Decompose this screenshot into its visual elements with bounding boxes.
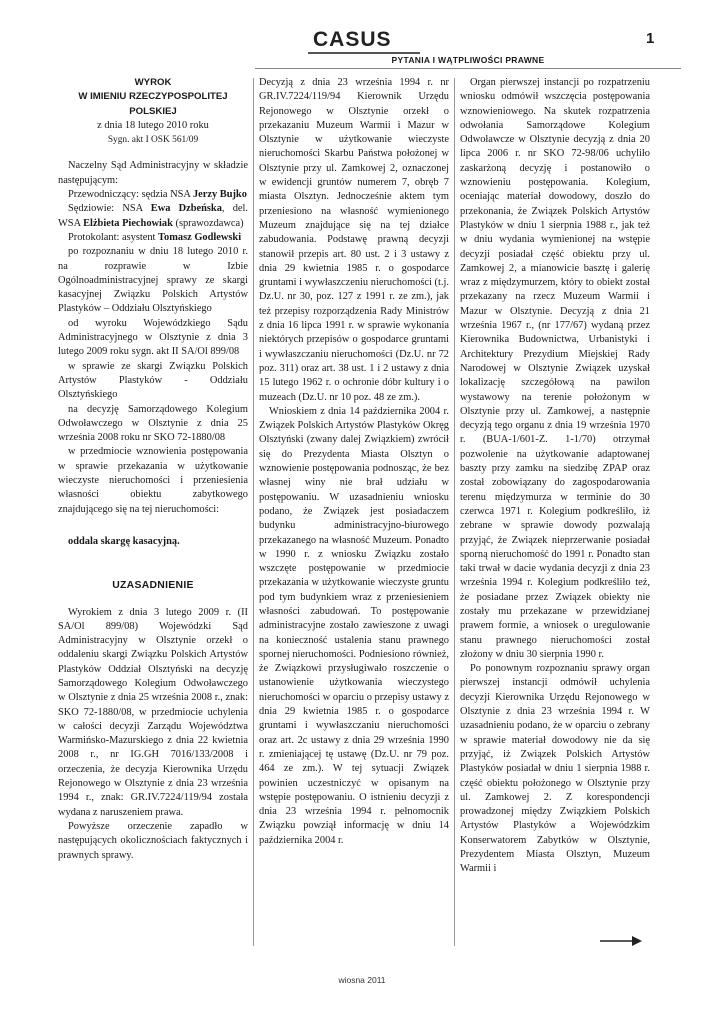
judge-name: Elżbieta Piechowiak [83, 217, 173, 229]
paragraph: Po ponownym rozpoznaniu sprawy organ pierwszej instancji odmówił uchylenia decyzji Kierownika Urzędu Rejonowego w Olsztynie z dnia 23 września 1994 r. W uzasadnieniu podano, że w oparciu o zebrany w sprawie materiał dowodowy nie da się przyjąć, iż Związek Polskich Artystów Plastyków posiadał w dniu 1 sierpnia 1988 r. część obiektu położonego w Olsztynie przy ul. Zamkowej 2. Z korespondencji prowadzonej między Związkiem Polskich Artystów Plastyków a Wojewódzkim Konserwatorem Zabytków w Olsztynie, Prezydentem Miasta Olsztyn, Muzeum Warmii i [460, 663, 650, 875]
court-composition: Naczelny Sąd Administracyjny w składzie następującym: [58, 160, 248, 186]
presiding-judge-name: Jerzy Bujko [192, 189, 247, 201]
paragraph: Wnioskiem z dnia 14 października 2004 r. Związek Polskich Artystów Plastyków Okręg Olsztyński (zwany dalej Związkiem) zwrócił się do Prezydenta Miasta Olsztyn o wznowienie postępowania podnosząc, że bez własnej winy nie brał udziału w postępowaniu. W uzasadnieniu wniosku podano, że Związek jest posiadaczem budynku administracyjno-biurowego przekazanego na własność Muzeum. Ponadto w 1990 r. z wniosku Związku zostało wszczęte postępowanie w przedmiocie przekazania w użytkowanie wieczyste gruntu pod tym budynkiem wraz z przeniesieniem własności zabudowań. To postępowanie administracyjne zostało zawieszone z uwagi na konieczność ustalenia stanu prawnego spornej nieruchomości. Podniesiono również, że Związkowi przysługiwało roszczenie o ustanowienie użytkowania wieczystego nieruchomości w oparciu o przepisy ustawy z dnia 29 kwietnia 1985 r. o gospodarce gruntami i wywłaszczaniu nieruchomości oraz art. 2c ustawy z dnia 29 września 1990 r. zmieniającej tę ustawę (Dz.U. nr 79 poz. 464 ze zm.). W tej sytuacji Związek powinien uczestniczyć w opisanym na wstępie postępowaniu. O istnieniu decyzji z dnia 23 września 1994 r. pełnomocnik Związku powziął informację w dniu 14 października 2004 r. [259, 405, 449, 846]
paragraph: Decyzją z dnia 23 września 1994 r. nr GR.IV.7224/119/94 Kierownik Urzędu Rejonowego w Olsztynie orzekł o przekazaniu Muzeum Warmii i Mazur w Olsztynie w użytkowanie wieczyste nieruchomości Skarbu Państwa położonej w Olsztynie przy ul. Zamkowej 2, oznaczonej w ewidencji gruntów numerem 7, obręb 7 miasta Olsztyn. Jednocześnie aktem tym przeniesiono na własność wymienionego Muzeum znajdujące się na tej działce zabudowania. Podstawę prawną decyzji stanowił przepis art. 80 ust. 2 i 3 ustawy z dnia 29 kwietnia 1985 r. o gospodarce gruntami i wywłaszczeniu nieruchomości (t.j. Dz.U. nr 30, poz. 127 z 1991 r. ze zm.), jak też przepisy rozporządzenia Rady Ministrów z dnia 16 lipca 1991 r. w sprawie wykonania niektórych przepisów o gospodarce gruntami i wywłaszczaniu nieruchomości (Dz.U. nr 72 poz. 311) oraz art. 38 ust. 1 i 2 ustawy z dnia 15 lutego 1962 r. o ochronie dóbr kultury i o muzeach (Dz.U. nr 10 poz. 48 ze zm.). [259, 77, 449, 403]
column-divider [253, 78, 254, 946]
paragraph: w sprawie ze skargi Związku Polskich Artystów Plastyków - Oddziału Olsztyńskiego [58, 360, 248, 401]
judgment-title-line-3: POLSKIEJ [129, 105, 177, 117]
judges: Sędziowie: NSA Ewa Dzbeńska, del. WSA Elżbieta Piechowiak (sprawozdawca) [58, 203, 249, 229]
case-signature: Sygn. akt I OSK 561/09 [107, 135, 199, 146]
presiding-judge: Przewodniczący: sędzia NSA Jerzy Bujko [68, 189, 247, 201]
judge-name: Ewa Dzbeńska [150, 203, 222, 215]
verdict: oddala skargę kasacyjną. [68, 535, 180, 547]
issue-footer: wiosna 2011 [338, 975, 386, 985]
continue-arrow-icon [600, 935, 642, 947]
paragraph: w przedmiocie wznowienia postępowania w sprawie przekazania w użytkowanie wieczyste nieruchomości i przeniesienia własności obiektu zabytkowego znajdującego się na tej nieruchomości: [58, 446, 248, 515]
court-clerk: Protokolant: asystent Tomasz Godlewski [68, 231, 242, 243]
judgment-title-line-2: W IMIENIU RZECZYPOSPOLITEJ [78, 91, 228, 103]
reasons-heading: UZASADNIENIE [112, 580, 194, 592]
logo-underline [308, 52, 420, 54]
column-3 [460, 76, 650, 877]
judgment-heading [58, 76, 248, 147]
column-divider [454, 78, 455, 946]
paragraph: na decyzję Samorządowego Kolegium Odwoławczego w Olsztynie z dnia 25 września 2008 roku nr SKO 72-1880/08 [58, 403, 248, 444]
column-1 [58, 76, 248, 863]
page-number: 1 [646, 30, 655, 47]
judgment-title: WYROK [134, 77, 172, 88]
masthead [0, 24, 724, 74]
section-title: PYTANIA I WĄTPLIWOŚCI PRAWNE [255, 55, 681, 69]
column-2 [259, 76, 449, 848]
casus-logo: CASUS [313, 28, 392, 51]
paragraph: Powyższe orzeczenie zapadło w następujących okolicznościach faktycznych i prawnych sprawy. [58, 820, 248, 861]
paragraph: Organ pierwszej instancji po rozpatrzeniu wniosku odmówił wszczęcia postępowania wznowieniowego. Na skutek rozpatrzenia odwołania Samorządowe Kolegium Odwoławcze w Olsztynie decyzją z dnia 20 lipca 2006 r. nr SKO 72-98/06 uchyliło zaskarżoną decyzję i postanowiło o wznowieniu postępowania. Kolegium, oceniając materiał dowodowy, doszło do przekonania, że Związek Polskich Artystów Plastyków w dniu 1 sierpnia 1988 r., jak też w dniu wydania wymienionej na wstępie decyzji posiadał część obiektu przy ul. Zamkowej 2, a mianowicie basztę i galerię wraz z międzymurzem, który to obiekt został przekazany na rzecz Muzeum Warmii i Mazur w Olsztynie. Decyzją z dnia 21 września 1967 r., (nr 177/67) wydaną przez Kierownika Budownictwa, Urbanistyki i Architektury Prezydium Miejskiej Rady Narodowej w Olsztynie Związek uzyskał lokalizację szczegółową na pawilon wystawowy na terenie położonym w Olsztynie przy ul. Zamkowej, a następnie decyzją tego organu z dnia 19 września 1970 r. (BUA-1/601-Z. 1-1/70) otrzymał pozwolenie na użytkowanie adaptowanej baszty przy zamku na siedzibę ZPAP oraz został zobowiązany do zagospodarowania terenu międzymurza w terminie do 30 czerwca 1971 r. Kolegium podkreśliło, iż zebrane w sprawie dowody pozwalają przyjąć, że Związek nieprzerwanie posiadał sporną nieruchomość do 1991 r. Ponadto stan taki trwał w dacie wydania decyzji z dnia 23 września 1994 r. Kolegium podkreśliło też, że posiadane przez Związek obiekty nie zostały mu przekazane w przewidzianej prawem formie, a wniosek o uregulowanie stanu prawnego nieruchomości został złożony w dniu 30 sierpnia 1990 r. [460, 77, 650, 660]
paragraph: od wyroku Wojewódzkiego Sądu Administracyjnego w Olsztynie z dnia 3 lutego 2009 roku sygn. akt II SA/Ol 899/08 [58, 317, 248, 358]
paragraph: Wyrokiem z dnia 3 lutego 2009 r. (II SA/Ol 899/08) Wojewódzki Sąd Administracyjny w Olsztynie orzekł o oddaleniu skargi Związku Polskich Artystów Plastyków Oddział Olsztyński na decyzję Samorządowego Kolegium Odwoławczego w Olsztynie z dnia 25 września 2008 r., znak: SKO 72-1880/08, w przedmiocie uchylenia w całości decyzji Zarządu Województwa Warmińsko-Mazurskiego z dnia 22 kwietnia 2008 r., nr IG.GH 7016/133/2008 i orzeczenia, że decyzja Kierownika Urzędu Rejonowego w Olsztynie z dnia 23 września 1994 r., znak: GR.IV.7224/119/94 została wydana z naruszeniem prawa. [58, 606, 248, 818]
judgment-date: z dnia 18 lutego 2010 roku [97, 119, 209, 131]
paragraph: po rozpoznaniu w dniu 18 lutego 2010 r. na rozprawie w Izbie Ogólnoadministracyjnej sprawy ze skargi kasacyjnej Związku Polskich Artystów Plastyków – Oddziału Olsztyńskiego [58, 246, 248, 315]
court-clerk-name: Tomasz Godlewski [158, 231, 242, 243]
